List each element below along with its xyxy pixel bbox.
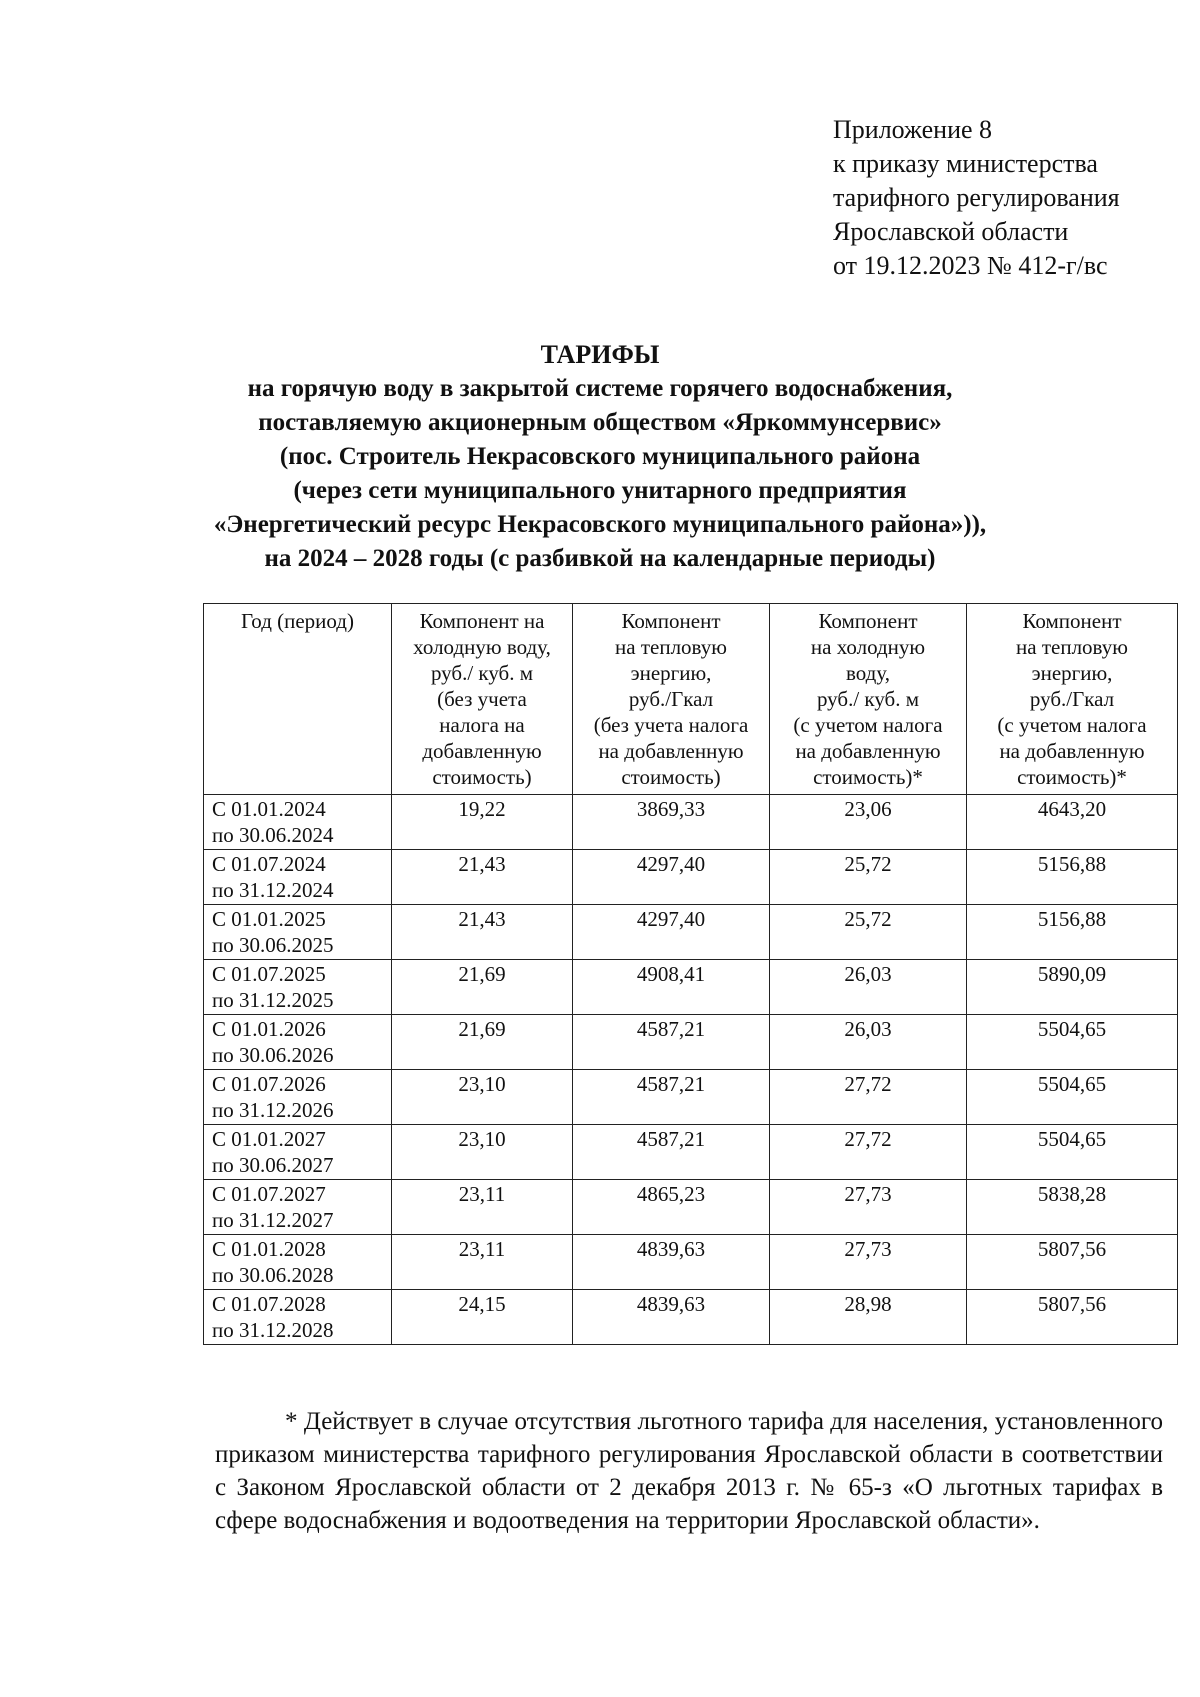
cold-vat-cell: 27,72 xyxy=(770,1125,967,1180)
heat-vat-cell: 4643,20 xyxy=(967,795,1178,850)
cold-vat-cell: 25,72 xyxy=(770,905,967,960)
period-to: по 30.06.2028 xyxy=(212,1263,334,1287)
header-line: стоимость)* xyxy=(1017,765,1127,789)
header-line: (с учетом налога xyxy=(793,713,943,737)
appendix-region: Ярославской области xyxy=(833,217,1069,246)
title-line-1: на горячую воду в закрытой системе горячего водоснабжения, xyxy=(247,375,953,402)
heat-vat-cell: 5838,28 xyxy=(967,1180,1178,1235)
heat-vat-cell: 5504,65 xyxy=(967,1070,1178,1125)
cold-no-vat-cell: 23,11 xyxy=(392,1235,573,1290)
header-line: налога на xyxy=(439,713,525,737)
appendix-number: Приложение 8 xyxy=(833,115,993,144)
header-line: (с учетом налога xyxy=(997,713,1147,737)
cold-no-vat-cell: 23,10 xyxy=(392,1125,573,1180)
header-line: воду, xyxy=(846,661,890,685)
heat-vat-cell: 5504,65 xyxy=(967,1125,1178,1180)
period-cell xyxy=(204,795,392,850)
heat-no-vat-cell: 4587,21 xyxy=(573,1015,770,1070)
period-to: по 31.12.2027 xyxy=(212,1208,334,1232)
header-line: холодную воду, xyxy=(413,635,551,659)
table-row xyxy=(204,1070,1178,1125)
footnote: * Действует в случае отсутствия льготного тарифа для населения, установленного приказом министерства тарифного регулирования Ярославской области в соответствии с Законом Ярославской области от 2 декабря 2013 г. № 65-з «О льготных тарифах в сфере водоснабжения и водоотведения на территории Ярославской области». xyxy=(215,1408,1163,1534)
heat-no-vat-cell: 4587,21 xyxy=(573,1070,770,1125)
period-cell xyxy=(204,960,392,1015)
header-line: на тепловую xyxy=(615,635,727,659)
cold-no-vat-cell: 21,43 xyxy=(392,905,573,960)
cold-no-vat-cell: 23,11 xyxy=(392,1180,573,1235)
period-from: С 01.07.2025 xyxy=(212,962,326,986)
heat-vat-cell: 5890,09 xyxy=(967,960,1178,1015)
tariff-table xyxy=(203,603,1178,1345)
heat-vat-cell: 5504,65 xyxy=(967,1015,1178,1070)
table-row xyxy=(204,1125,1178,1180)
period-cell xyxy=(204,1235,392,1290)
header-line: Компонент xyxy=(818,609,918,633)
cold-vat-cell: 27,72 xyxy=(770,1070,967,1125)
heat-no-vat-cell: 4839,63 xyxy=(573,1290,770,1345)
appendix-ministry: тарифного регулирования xyxy=(833,183,1120,212)
title-line-6: на 2024 – 2028 годы (с разбивкой на календарные периоды) xyxy=(264,545,936,572)
period-cell xyxy=(204,1125,392,1180)
heat-no-vat-cell: 4908,41 xyxy=(573,960,770,1015)
header-line: Компонент на xyxy=(419,609,545,633)
header-cold-vat xyxy=(770,604,967,795)
header-line: на тепловую xyxy=(1016,635,1128,659)
header-line: Год (период) xyxy=(241,609,354,633)
cold-vat-cell: 26,03 xyxy=(770,960,967,1015)
cold-vat-cell: 23,06 xyxy=(770,795,967,850)
table-row xyxy=(204,1180,1178,1235)
header-heat-vat xyxy=(967,604,1178,795)
cold-no-vat-cell: 24,15 xyxy=(392,1290,573,1345)
period-from: С 01.01.2026 xyxy=(212,1017,326,1041)
period-cell xyxy=(204,905,392,960)
heat-vat-cell: 5156,88 xyxy=(967,905,1178,960)
header-line: на добавленную xyxy=(999,739,1145,763)
period-from: С 01.07.2026 xyxy=(212,1072,326,1096)
header-line: энергию, xyxy=(630,661,712,685)
title-line-3: (пос. Строитель Некрасовского муниципального района xyxy=(279,443,921,470)
period-to: по 31.12.2028 xyxy=(212,1318,334,1342)
table-header-row xyxy=(204,604,1178,795)
header-line: на добавленную xyxy=(795,739,941,763)
period-from: С 01.01.2024 xyxy=(212,797,326,821)
document-title xyxy=(0,338,1200,576)
period-to: по 30.06.2024 xyxy=(212,823,334,847)
period-cell xyxy=(204,850,392,905)
cold-no-vat-cell: 21,69 xyxy=(392,1015,573,1070)
header-line: руб./Гкал xyxy=(628,687,714,711)
heat-vat-cell: 5156,88 xyxy=(967,850,1178,905)
table-row xyxy=(204,1015,1178,1070)
header-line: Компонент xyxy=(1022,609,1122,633)
header-line: добавленную xyxy=(422,739,542,763)
cold-no-vat-cell: 19,22 xyxy=(392,795,573,850)
period-from: С 01.01.2028 xyxy=(212,1237,326,1261)
header-line: (без учета xyxy=(437,687,527,711)
heat-no-vat-cell: 4839,63 xyxy=(573,1235,770,1290)
cold-vat-cell: 25,72 xyxy=(770,850,967,905)
header-line: (без учета налога xyxy=(593,713,749,737)
cold-no-vat-cell: 21,43 xyxy=(392,850,573,905)
appendix-order-ref: к приказу министерства xyxy=(833,149,1098,178)
header-line: стоимость) xyxy=(621,765,721,789)
table-row xyxy=(204,1290,1178,1345)
appendix-reference xyxy=(833,113,1120,283)
table-row xyxy=(204,795,1178,850)
heat-no-vat-cell: 3869,33 xyxy=(573,795,770,850)
table-body xyxy=(204,795,1178,1345)
title-line-4: (через сети муниципального унитарного предприятия xyxy=(293,477,907,504)
table-row xyxy=(204,960,1178,1015)
header-heat-no-vat xyxy=(573,604,770,795)
period-from: С 01.07.2027 xyxy=(212,1182,326,1206)
header-line: руб./ куб. м xyxy=(430,661,534,685)
header-line: энергию, xyxy=(1031,661,1113,685)
header-cold-no-vat xyxy=(392,604,573,795)
period-to: по 31.12.2025 xyxy=(212,988,334,1012)
period-to: по 30.06.2027 xyxy=(212,1153,334,1177)
period-from: С 01.07.2024 xyxy=(212,852,326,876)
period-to: по 31.12.2026 xyxy=(212,1098,334,1122)
table-row xyxy=(204,1235,1178,1290)
heat-no-vat-cell: 4297,40 xyxy=(573,850,770,905)
header-line: руб./Гкал xyxy=(1029,687,1115,711)
title-line-2: поставляемую акционерным обществом «Яркоммунсервис» xyxy=(258,409,942,436)
period-cell xyxy=(204,1290,392,1345)
period-to: по 30.06.2025 xyxy=(212,933,334,957)
heat-no-vat-cell: 4297,40 xyxy=(573,905,770,960)
header-line: руб./ куб. м xyxy=(816,687,920,711)
heat-no-vat-cell: 4865,23 xyxy=(573,1180,770,1235)
heat-vat-cell: 5807,56 xyxy=(967,1290,1178,1345)
cold-no-vat-cell: 21,69 xyxy=(392,960,573,1015)
period-from: С 01.01.2025 xyxy=(212,907,326,931)
cold-vat-cell: 27,73 xyxy=(770,1235,967,1290)
table-row xyxy=(204,905,1178,960)
period-cell xyxy=(204,1180,392,1235)
period-cell xyxy=(204,1015,392,1070)
header-line: стоимость)* xyxy=(813,765,923,789)
cold-no-vat-cell: 23,10 xyxy=(392,1070,573,1125)
cold-vat-cell: 28,98 xyxy=(770,1290,967,1345)
title-line-5: «Энергетический ресурс Некрасовского муниципального района»)), xyxy=(213,511,987,538)
header-line: на холодную xyxy=(810,635,926,659)
heat-no-vat-cell: 4587,21 xyxy=(573,1125,770,1180)
period-cell xyxy=(204,1070,392,1125)
heat-vat-cell: 5807,56 xyxy=(967,1235,1178,1290)
period-from: С 01.01.2027 xyxy=(212,1127,326,1151)
cold-vat-cell: 26,03 xyxy=(770,1015,967,1070)
period-to: по 30.06.2026 xyxy=(212,1043,334,1067)
header-period xyxy=(204,604,392,795)
header-line: Компонент xyxy=(621,609,721,633)
appendix-order-date: от 19.12.2023 № 412-г/вс xyxy=(833,251,1108,280)
table-row xyxy=(204,850,1178,905)
period-from: С 01.07.2028 xyxy=(212,1292,326,1316)
header-line: на добавленную xyxy=(598,739,744,763)
period-to: по 31.12.2024 xyxy=(212,878,334,902)
title-main: ТАРИФЫ xyxy=(540,340,660,369)
cold-vat-cell: 27,73 xyxy=(770,1180,967,1235)
header-line: стоимость) xyxy=(432,765,532,789)
